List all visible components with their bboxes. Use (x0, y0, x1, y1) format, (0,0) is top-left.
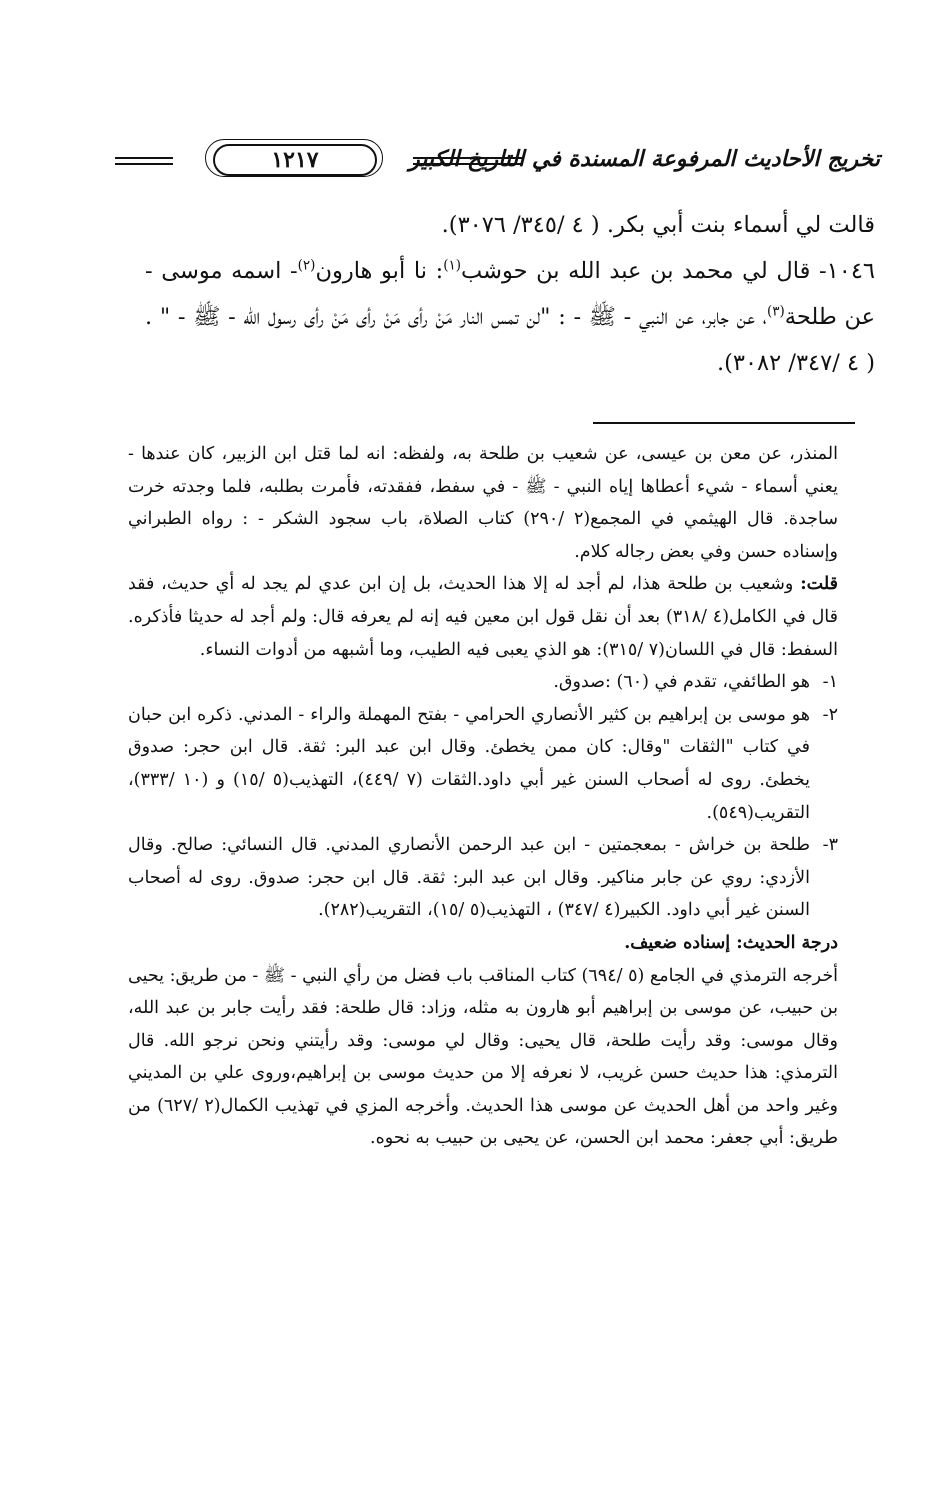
footnote-marker-3: (٣) (766, 303, 785, 320)
main-line-1: قالت لي أسماء بنت أبي بكر. ( ٤ /٣٤٥/ ٣٠٧٦). (441, 212, 875, 238)
hadith-text-1: قال لي محمد بن عبد الله بن حوشب (461, 258, 811, 284)
footnotes (128, 438, 838, 1155)
footnote-3-number: ٣- (822, 835, 838, 856)
page-number-frame (173, 140, 413, 178)
footnote-separator (593, 422, 855, 424)
footnote-marker-2: (٢) (297, 257, 316, 274)
takhrij-paragraph: أخرجه الترمذي في الجامع (٥ /٦٩٤) كتاب المناقب باب فضل من رأي النبي - ﷺ - من طريق: يحيى بن حبيب، عن موسى بن إبراهيم أبو هارون به مثله، وزاد: قال طلحة: فقد رأيت جابر بن عبد الله، وقال موسى: وقد رأيت طلحة، قال يحيى: وقال لي موسى: وقد رأيتني ونحن نرجو الله. قال الترمذي: هذا حديث حسن غريب، لا نعرفه إلا من حديث موسى بن إبراهيم،وروى علي بن المديني وغير واحد من أهل الحديث عن موسى هذا الحديث. وأخرجه المزي في تهذيب الكمال(٢ /٦٢٧) من طريق: أبي جعفر: محمد ابن الحسن، عن يحيى بن حبيب به نحوه. (128, 965, 839, 1149)
running-header (115, 138, 880, 184)
hadith-text-2: : نا أبو هارون (315, 258, 444, 284)
qult-text: وشعيب بن طلحة هذا، لم أجد له إلا هذا الحديث، بل إن ابن عدي لم يجد له أي حديث، فقد قال في الكامل(٤ /٣١٨) بعد أن نقل قول ابن معين فيه إنه لم يعرفه قال: ولم أجد له حديثا فأذكره. السفط: قال في اللسان(٧ /٣١٥): هو الذي يعبى فيه الطيب، وما أشبهه من أدوات النساء. (128, 574, 839, 660)
footnote-3-text: طلحة بن خراش - بمعجمتين - ابن عبد الرحمن الأنصاري المدني. قال النسائي: صالح. وقال الأزدي: روي عن جابر مناكير. وقال ابن عبد البر: ثقة. قال ابن حجر: صدوق. روى له أصحاب السنن غير أبي داود. الكبير(٤ /٣٤٧) ، التهذيب(٥ /١٥)، التقريب(٢٨٢). (128, 835, 810, 921)
qult-note (128, 568, 838, 666)
footnote-1-text: هو الطائفي، تقدم في (٦٠) :صدوق. (553, 672, 810, 693)
footnote-marker-1: (١) (443, 257, 462, 274)
footnote-1 (128, 666, 838, 699)
footnote-3 (128, 829, 838, 927)
header-title: تخريج الأحاديث المرفوعة المسندة في التاريخ الكبير (409, 146, 880, 172)
footnote-2-text: هو موسى بن إبراهيم بن كثير الأنصاري الحرامي - بفتح المهملة والراء - المدني. ذكره ابن حبان في كتاب "الثقات "وقال: كان ممن يخطئ. وقال ابن عبد البر: ثقة. قال ابن حجر: صدوق يخطئ. روى له أصحاب السنن غير أبي داود.الثقات (٧ /٤٤٩)، التهذيب(٥ /١٥) و (١٠ /٣٣٣)، التقريب(٥٤٩). (128, 704, 811, 823)
hadith-text-3: - اسمه موسى - عن طلحة (145, 258, 875, 330)
page-number: ١٢١٧ (213, 144, 377, 176)
header-rule-right (413, 157, 523, 165)
hadith-grade: درجة الحديث: إسناده ضعيف. (624, 932, 838, 953)
hadith-number: ١٠٤٦- (819, 258, 875, 284)
footnote-2 (128, 699, 838, 829)
continued-note: المنذر، عن معن بن عيسى، عن شعيب بن طلحة به، ولفظه: انه لما قتل ابن الزبير، كان عندها - يعني أسماء - شيء أعطاها إياه النبي - ﷺ - في سفط، ففقدته، فأمرت بطلبه، فلما وجدته خرت ساجدة. قال الهيثمي في المجمع(٢ /٢٩٠) كتاب الصلاة، باب سجود الشكر - : رواه الطبراني وإسناده حسن وفي بعض رجاله كلام. (128, 444, 838, 562)
main-text (145, 202, 875, 386)
footnote-2-number: ٢- (822, 704, 838, 725)
hadith-text-4: ، عن جابر، عن النبي - ﷺ - : "لن تمس النار مَنْ رأى مَنْ رأى مَنْ رأى رسول الله - ﷺ - " . ( ٤ /٣٤٧/ ٣٠٨٢). (145, 304, 875, 376)
footnote-1-number: ١- (822, 672, 838, 693)
qult-label: قلت: (800, 574, 838, 595)
hadith-paragraph (145, 248, 875, 386)
header-rule-left (115, 157, 173, 165)
